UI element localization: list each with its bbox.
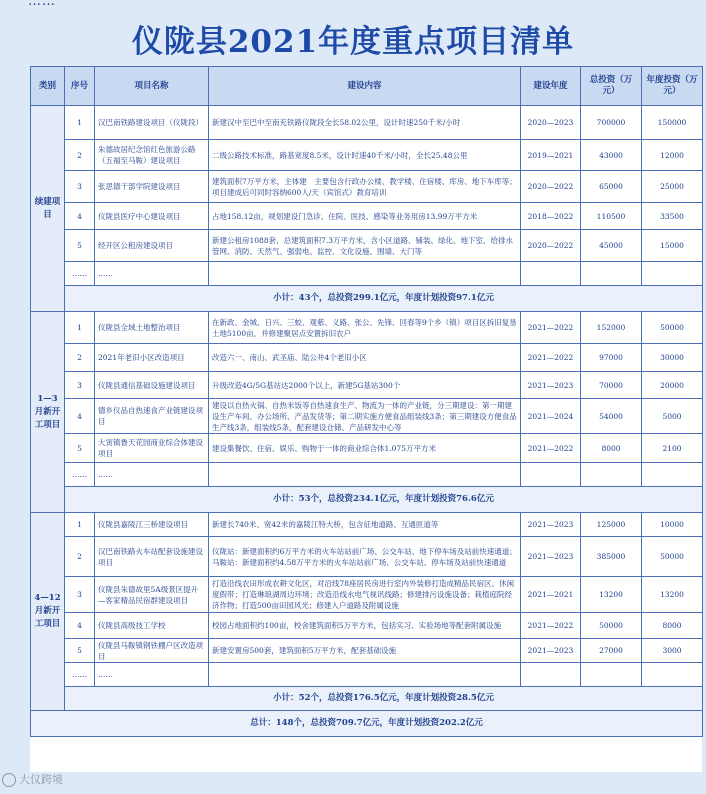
project-total: 70000 <box>581 372 642 399</box>
project-annual: 20000 <box>642 372 703 399</box>
project-name: 仪陇县嘉陵江三桥建设项目 <box>95 513 209 537</box>
project-annual: 5000 <box>642 399 703 434</box>
table-row <box>31 399 703 434</box>
category-cell: 续建项目 <box>31 106 65 312</box>
header-years: 建设年度 <box>521 67 581 106</box>
project-content: 建筑面积7万平方米，主体建 主要包含行政办公楼、教学楼、住宿楼、库房、地下车库等；项目建成后可同时容纳600人/天（宾馆式）教育培训 <box>209 171 521 203</box>
table-row <box>31 639 703 663</box>
ellipsis-text: …… <box>65 262 95 286</box>
empty-cell <box>521 262 581 286</box>
ellipsis-text: …… <box>65 463 95 487</box>
empty-cell <box>581 463 642 487</box>
project-content: 建设集餐饮、住宿、娱乐、购物于一体的商业综合体1.075万平方米 <box>209 434 521 463</box>
row-number: 1 <box>65 513 95 537</box>
project-total: 50000 <box>581 613 642 639</box>
project-name: 2021年老旧小区改造项目 <box>95 344 209 372</box>
project-total: 43000 <box>581 140 642 171</box>
grand-total-text: 总计：148个，总投资709.7亿元，年度计划投资202.2亿元 <box>31 711 703 737</box>
project-total: 54000 <box>581 399 642 434</box>
table-row <box>31 312 703 344</box>
project-years: 2021—2023 <box>521 537 581 577</box>
table-row <box>31 372 703 399</box>
header-number: 序号 <box>65 67 95 106</box>
row-number: 2 <box>65 537 95 577</box>
empty-cell <box>209 663 521 687</box>
table-row <box>31 203 703 230</box>
subtotal-row <box>31 687 703 711</box>
project-total: 65000 <box>581 171 642 203</box>
row-number: 4 <box>65 613 95 639</box>
project-annual: 50000 <box>642 312 703 344</box>
project-years: 2021—2022 <box>521 312 581 344</box>
project-name: 张思德干部学院建设项目 <box>95 171 209 203</box>
project-content: 占地158.12亩，规划建设门急诊、住院、医技、感染等业务用房13.99万平方米 <box>209 203 521 230</box>
table-row <box>31 230 703 262</box>
project-years: 2021—2022 <box>521 613 581 639</box>
header-content: 建设内容 <box>209 67 521 106</box>
project-total: 385000 <box>581 537 642 577</box>
project-content: 新建公租房1088套，总建筑面积7.3万平方米，含小区道路、铺装、绿化、地下室、给排水管网、消防、天然气、强弱电、监控、文化设施、围墙、大门等 <box>209 230 521 262</box>
project-total: 97000 <box>581 344 642 372</box>
project-name: 仪陇县全域土地整治项目 <box>95 312 209 344</box>
project-annual: 25000 <box>642 171 703 203</box>
row-number: 1 <box>65 312 95 344</box>
table-row <box>31 140 703 171</box>
watermark-text: 大仪跨境 <box>19 773 63 786</box>
subtotal-text: 小计：52个，总投资176.5亿元，年度计划投资28.5亿元 <box>65 687 703 711</box>
project-annual: 150000 <box>642 106 703 140</box>
table-row <box>31 513 703 537</box>
row-number: 5 <box>65 639 95 663</box>
row-number: 4 <box>65 399 95 434</box>
table-row <box>31 344 703 372</box>
empty-cell <box>581 663 642 687</box>
subtotal-text: 小计：43个，总投资299.1亿元，年度计划投资97.1亿元 <box>65 286 703 312</box>
total-row <box>31 711 703 737</box>
header-total-investment: 总投资（万元） <box>581 67 642 106</box>
header-annual-investment: 年度投资（万元） <box>642 67 703 106</box>
project-annual: 15000 <box>642 230 703 262</box>
row-number: 4 <box>65 203 95 230</box>
watermark-logo-icon <box>2 773 16 787</box>
project-annual: 13200 <box>642 577 703 613</box>
ellipsis-row <box>31 262 703 286</box>
watermark <box>2 771 63 787</box>
subtotal-row <box>31 487 703 513</box>
project-content: 打造沿线农田形成农耕文化区，对沿线78座居民房进行室内外装修打造成精品民宿区、休闲度假带；打造琳琅湖周边环境；改造沿线水电气视讯线路；修建排污设施设备；栽植庭院经济作物；打造500亩田园风光；修建入户道路及附属设施 <box>209 577 521 613</box>
category-cell: 1—3月新开工项目 <box>31 312 65 513</box>
header-category: 类别 <box>31 67 65 106</box>
project-total: 13200 <box>581 577 642 613</box>
project-name: 汉巴南铁路火车站配套设施建设项目 <box>95 537 209 577</box>
project-years: 2020—2023 <box>521 106 581 140</box>
table-header-row <box>31 67 703 106</box>
project-annual: 10000 <box>642 513 703 537</box>
project-name: 仪陇县高级技工学校 <box>95 613 209 639</box>
project-name: 汉巴南铁路建设项目（仪陇段） <box>95 106 209 140</box>
project-content: 建设以自热火锅、自热米饭等自热速食生产、物流为一体的产业链，分三期建设：第一期建设生产车间、办公场所、产品发货等；第二期实施方便食品组装线3条；第三期建设方便食品生产线3条，组装线5条，配套建设仓储、产品研发中心等 <box>209 399 521 434</box>
row-number: 5 <box>65 434 95 463</box>
empty-cell <box>521 663 581 687</box>
project-total: 8000 <box>581 434 642 463</box>
table-row <box>31 171 703 203</box>
project-name: 德乡仪品自热速食产业链建设项目 <box>95 399 209 434</box>
project-annual: 50000 <box>642 537 703 577</box>
project-years: 2021—2022 <box>521 344 581 372</box>
empty-cell <box>521 463 581 487</box>
project-name: 仪陇县朱德故里5A级景区提升—客家精品民宿群建设项目 <box>95 577 209 613</box>
project-years: 2019—2021 <box>521 140 581 171</box>
project-annual: 3000 <box>642 639 703 663</box>
row-number: 1 <box>65 106 95 140</box>
project-annual: 12000 <box>642 140 703 171</box>
project-content: 新建安置房500套，建筑面积5万平方米，配套基础设施 <box>209 639 521 663</box>
project-years: 2020—2022 <box>521 230 581 262</box>
empty-cell <box>642 463 703 487</box>
page-title: 仪陇县2021年度重点项目清单 <box>131 24 575 60</box>
project-years: 2021—2023 <box>521 513 581 537</box>
project-years: 2021—2024 <box>521 399 581 434</box>
ellipsis-text: …… <box>65 663 95 687</box>
top-fragment-text: …… <box>28 0 56 9</box>
project-total: 45000 <box>581 230 642 262</box>
project-years: 2020—2022 <box>521 171 581 203</box>
project-content: 二级公路技术标准，路基宽度8.5米，设计时速40千米/小时，全长25.48公里 <box>209 140 521 171</box>
project-total: 110500 <box>581 203 642 230</box>
project-years: 2018—2022 <box>521 203 581 230</box>
project-years: 2021—2022 <box>521 434 581 463</box>
row-number: 3 <box>65 171 95 203</box>
empty-cell <box>209 262 521 286</box>
projects-table <box>30 66 703 737</box>
table-row <box>31 106 703 140</box>
ellipsis-text: …… <box>95 262 209 286</box>
row-number: 5 <box>65 230 95 262</box>
table-row <box>31 613 703 639</box>
project-content: 新建汉中至巴中至南充铁路仪陇段全长58.02公里，设计时速250千米/小时 <box>209 106 521 140</box>
empty-cell <box>642 262 703 286</box>
project-content: 校园占地面积约100亩，校舍建筑面积5万平方米，包括实习、实验场地等配套附属设施 <box>209 613 521 639</box>
project-content: 仪陇站：新建面积约6万平方米的火车站站前广场、公交车站、地下停车场及站前快速通道；马鞍站：新建面积约4.58万平方米的火车站站前广场、公交车站、停车场及站前快速通道 <box>209 537 521 577</box>
project-total: 125000 <box>581 513 642 537</box>
project-annual: 8000 <box>642 613 703 639</box>
subtotal-row <box>31 286 703 312</box>
project-years: 2021—2021 <box>521 577 581 613</box>
table-row <box>31 537 703 577</box>
project-annual: 2100 <box>642 434 703 463</box>
row-number: 3 <box>65 577 95 613</box>
ellipsis-text: …… <box>95 663 209 687</box>
empty-cell <box>209 463 521 487</box>
project-content: 在新政、金城、日兴、三蛟、观紫、义路、张公、先锋、回春等9个乡（镇）项目区拆旧复垦土地5100亩，并修建聚居点安置拆旧农户 <box>209 312 521 344</box>
table-row <box>31 434 703 463</box>
project-annual: 30000 <box>642 344 703 372</box>
row-number: 2 <box>65 140 95 171</box>
empty-cell <box>581 262 642 286</box>
project-total: 152000 <box>581 312 642 344</box>
ellipsis-row <box>31 463 703 487</box>
row-number: 2 <box>65 344 95 372</box>
project-content: 新建长740米、宽42米的嘉陵江特大桥，包含征地道路、互通匝道等 <box>209 513 521 537</box>
table-row <box>31 577 703 613</box>
ellipsis-text: …… <box>95 463 209 487</box>
project-name: 大寅镇鲁天花园商业综合体建设项目 <box>95 434 209 463</box>
subtotal-text: 小计：53个，总投资234.1亿元，年度计划投资76.6亿元 <box>65 487 703 513</box>
project-annual: 33500 <box>642 203 703 230</box>
project-name: 仪陇县通信基础设施建设项目 <box>95 372 209 399</box>
row-number: 3 <box>65 372 95 399</box>
project-name: 经开区公租房建设项目 <box>95 230 209 262</box>
header-project-name: 项目名称 <box>95 67 209 106</box>
project-total: 27000 <box>581 639 642 663</box>
project-content: 改造六一、南山、武圣庙、陆公井4个老旧小区 <box>209 344 521 372</box>
project-name: 仪陇县马鞍镇钢铁棚户区改造项目 <box>95 639 209 663</box>
project-name: 仪陇县医疗中心建设项目 <box>95 203 209 230</box>
project-years: 2021—2023 <box>521 639 581 663</box>
project-name: 朱德故居纪念馆红色旅游公路（五福至马鞍）建设项目 <box>95 140 209 171</box>
empty-cell <box>642 663 703 687</box>
project-years: 2021—2023 <box>521 372 581 399</box>
ellipsis-row <box>31 663 703 687</box>
project-total: 700000 <box>581 106 642 140</box>
project-content: 升级改造4G/5G基站达2000个以上，新建5G基站300个 <box>209 372 521 399</box>
category-cell: 4—12月新开工项目 <box>31 513 65 711</box>
